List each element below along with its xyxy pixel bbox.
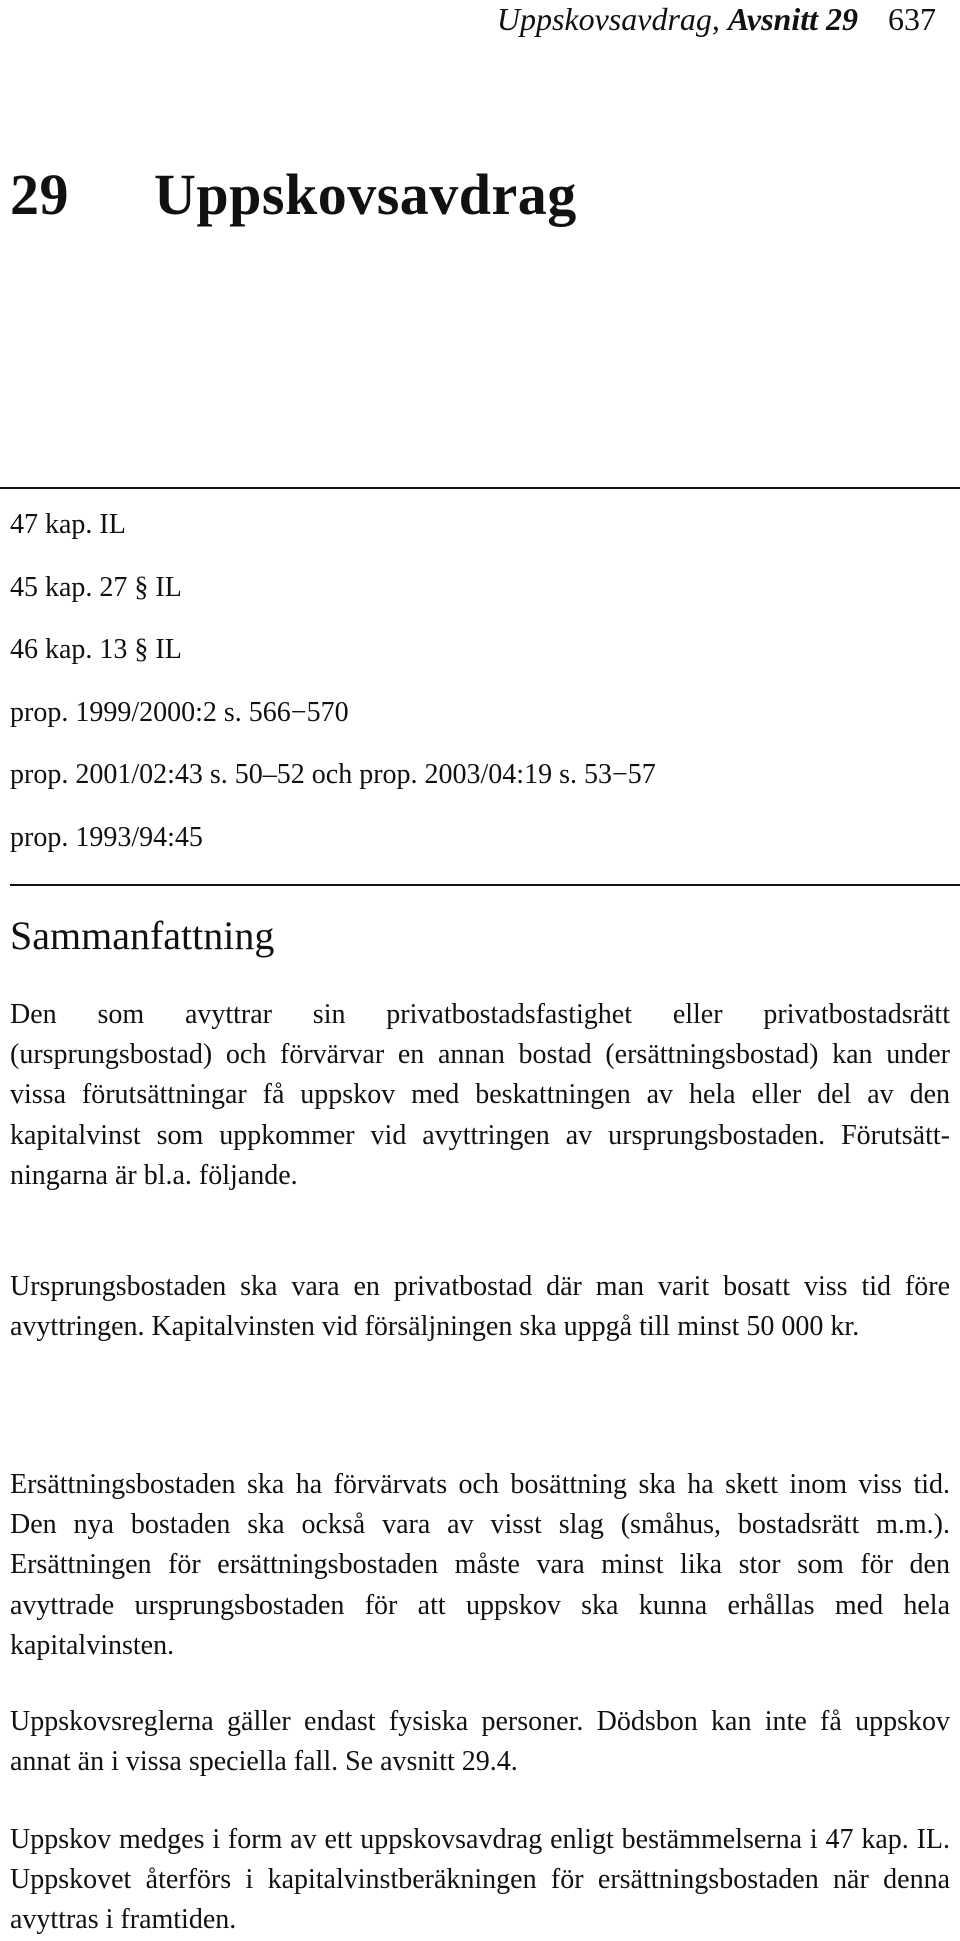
summary-paragraph: Uppskov medges i form av ett uppskovsavdrag enligt bestämmelserna i 47 kap. IL. Uppskovet återförs i kapitalvinstberäkningen för ersättningsbostaden när denna avyttras i framtiden. [10, 1824, 950, 1936]
chapter-title: Uppskovsavdrag [154, 162, 577, 227]
chapter-heading [10, 160, 577, 230]
summary-paragraph: Ursprungsbostaden ska vara en privatbostad där man varit bosatt viss tid före avyttringen. Kapitalvinsten vid försäljningen ska uppgå till minst 50 000 kr. [10, 1271, 950, 1343]
references-top-rule [0, 487, 960, 489]
reference-item: 46 kap. 13 § IL [10, 634, 182, 666]
references-bottom-rule [10, 884, 960, 886]
summary-paragraph: Uppskovsreglerna gäller endast fysiska personer. Dödsbon kan inte få uppskov annat än i vissa speciella fall. Se avsnitt 29.4. [10, 1706, 950, 1778]
reference-item: prop. 1999/2000:2 s. 566−570 [10, 696, 349, 728]
running-header [497, 0, 936, 38]
legal-references-list [10, 506, 656, 882]
chapter-number: 29 [10, 162, 69, 227]
running-header-section: Avsnitt 29 [727, 1, 858, 37]
page-number: 637 [888, 1, 936, 37]
running-header-title: Uppskovsavdrag, [496, 1, 728, 37]
reference-item: prop. 2001/02:43 s. 50–52 och prop. 2003/04:19 s. 53−57 [10, 759, 656, 791]
reference-item: 47 kap. IL [10, 509, 126, 540]
summary-heading: Sammanfattning [10, 913, 275, 958]
reference-item: prop. 1993/94:45 [10, 821, 203, 853]
summary-paragraph: Den som avyttrar sin privatbostadsfastighet eller privatbostadsrätt (ursprungsbostad) och förvärvar en annan bostad (ersättningsbostad) kan under vissa förutsättningar få uppskov med beskattningen av hela eller del av den kapitalvinst som uppkommer vid avyttringen av ursprungsbostaden. Förutsättningarna är bl.a. följande. [10, 999, 950, 1191]
reference-item: 45 kap. 27 § IL [10, 571, 182, 603]
summary-paragraph: Ersättningsbostaden ska ha förvärvats och bosättning ska ha skett inom viss tid. Den nya bostaden ska också vara av visst slag (småhus, bostadsrätt m.m.). Ersättningen för ersättningsbostaden måste vara minst lika stor som för den avyttrade ursprungsbostaden för att uppskov ska kunna erhållas med hela kapitalvinsten. [10, 1469, 950, 1661]
